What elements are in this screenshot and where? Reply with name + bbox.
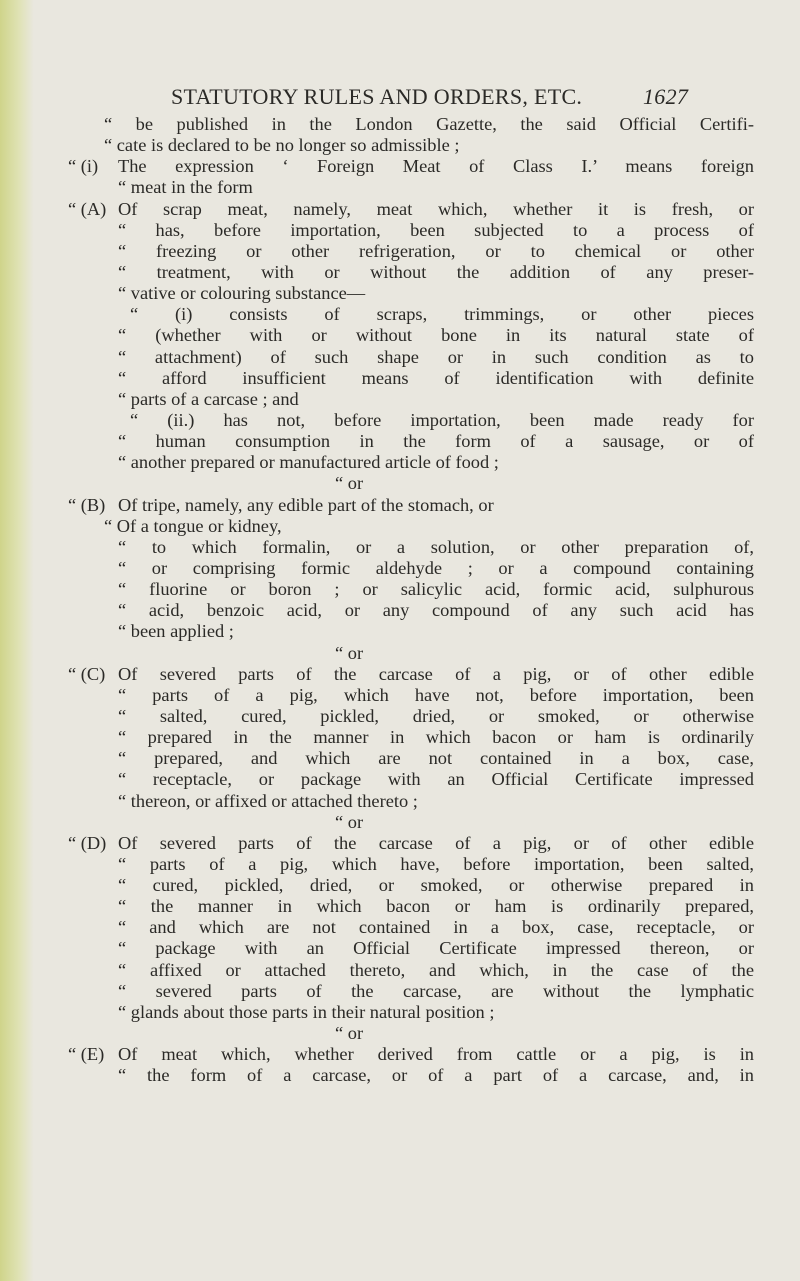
text-line bbox=[68, 431, 758, 452]
line-text: Of severed parts of the carcase of a pig, or of other edible bbox=[118, 663, 754, 684]
line-text: “ glands about those parts in their natural position ; bbox=[118, 1001, 495, 1022]
text-line bbox=[68, 368, 758, 389]
line-text: “ Of a tongue or kidney, bbox=[104, 515, 282, 536]
line-text: “ (whether with or without bone in its natural state of bbox=[118, 325, 754, 346]
line-text: “ severed parts of the carcase, are without the lymphatic bbox=[118, 980, 754, 1001]
line-text: “ or bbox=[335, 1023, 364, 1044]
page-header bbox=[68, 84, 758, 114]
document-page bbox=[68, 84, 758, 1086]
clause-label: “ (i) bbox=[68, 156, 99, 177]
text-line bbox=[68, 875, 758, 896]
line-text: Of meat which, whether derived from cattle or a pig, is in bbox=[118, 1044, 754, 1065]
line-text: “ the manner in which bacon or ham is ordinarily prepared, bbox=[118, 896, 754, 917]
clause-first-line bbox=[68, 199, 758, 220]
text-line bbox=[68, 347, 758, 368]
line-text: “ parts of a carcase ; and bbox=[118, 388, 299, 409]
clause-label: “ (A) bbox=[68, 198, 107, 219]
line-text: “ has, before importation, been subjected to a process of bbox=[118, 219, 754, 240]
text-line bbox=[68, 643, 758, 664]
line-text: “ or bbox=[335, 811, 364, 832]
line-text: “ or bbox=[335, 642, 364, 663]
text-line bbox=[68, 304, 758, 325]
line-text: “ prepared in the manner in which bacon or ham is ordinarily bbox=[118, 727, 754, 748]
page-number: 1627 bbox=[643, 84, 689, 109]
book-binding-edge bbox=[0, 0, 34, 1281]
line-text: “ parts of a pig, which have not, before importation, been bbox=[118, 684, 754, 705]
line-text: “ cured, pickled, dried, or smoked, or otherwise prepared in bbox=[118, 875, 754, 896]
line-text: Of severed parts of the carcase of a pig, or of other edible bbox=[118, 832, 754, 853]
text-line bbox=[68, 938, 758, 959]
text-line bbox=[68, 748, 758, 769]
line-text: “ acid, benzoic acid, or any compound of any such acid has bbox=[118, 600, 754, 621]
clause-label: “ (B) bbox=[68, 494, 106, 515]
text-line bbox=[68, 516, 758, 537]
clause-first-line bbox=[68, 156, 758, 177]
text-line bbox=[68, 114, 758, 135]
text-line bbox=[68, 917, 758, 938]
text-line bbox=[68, 791, 758, 812]
line-text: “ cate is declared to be no longer so admissible ; bbox=[104, 135, 460, 156]
text-line bbox=[68, 706, 758, 727]
line-text: “ parts of a pig, which have, before importation, been salted, bbox=[118, 853, 754, 874]
text-line bbox=[68, 452, 758, 473]
line-text: Of tripe, namely, any edible part of the stomach, or bbox=[118, 494, 494, 515]
line-text: “ receptacle, or package with an Official Certificate impressed bbox=[118, 769, 754, 790]
text-line bbox=[68, 960, 758, 981]
clause-first-line bbox=[68, 1044, 758, 1065]
line-text: Of scrap meat, namely, meat which, whether it is fresh, or bbox=[118, 198, 754, 219]
line-text: “ be published in the London Gazette, the said Official Certifi- bbox=[104, 114, 754, 134]
line-text: “ attachment) of such shape or in such condition as to bbox=[118, 346, 754, 367]
line-text: “ prepared, and which are not contained in a box, case, bbox=[118, 748, 754, 769]
line-text: “ afford insufficient means of identification with definite bbox=[118, 367, 754, 388]
text-line bbox=[68, 896, 758, 917]
line-text: “ another prepared or manufactured article of food ; bbox=[118, 452, 499, 473]
line-text: “ (i) consists of scraps, trimmings, or other pieces bbox=[130, 304, 754, 325]
text-line bbox=[68, 241, 758, 262]
line-text: “ or comprising formic aldehyde ; or a compound containing bbox=[118, 557, 754, 578]
running-head: STATUTORY RULES AND ORDERS, ETC. bbox=[171, 84, 583, 109]
line-text: “ salted, cured, pickled, dried, or smoked, or otherwise bbox=[118, 705, 754, 726]
text-line bbox=[68, 769, 758, 790]
text-line bbox=[68, 981, 758, 1002]
clause-label: “ (D) bbox=[68, 832, 107, 853]
line-text: “ fluorine or boron ; or salicylic acid, formic acid, sulphurous bbox=[118, 579, 754, 600]
text-line bbox=[68, 579, 758, 600]
line-text: “ and which are not contained in a box, case, receptacle, or bbox=[118, 917, 754, 938]
line-text: “ affixed or attached thereto, and which, in the case of the bbox=[118, 959, 754, 980]
line-text: “ thereon, or affixed or attached thereto ; bbox=[118, 790, 418, 811]
line-text: “ or bbox=[335, 473, 364, 494]
line-text: “ treatment, with or without the addition of any preser- bbox=[118, 261, 754, 282]
line-text: The expression ‘ Foreign Meat of Class I.’ means foreign bbox=[118, 156, 754, 177]
line-text: “ human consumption in the form of a sausage, or of bbox=[118, 431, 754, 452]
text-line bbox=[68, 410, 758, 431]
line-text: “ to which formalin, or a solution, or other preparation of, bbox=[118, 536, 754, 557]
text-line bbox=[68, 854, 758, 875]
text-line bbox=[68, 177, 758, 198]
text-line bbox=[68, 600, 758, 621]
text-line bbox=[68, 283, 758, 304]
line-text: “ the form of a carcase, or of a part of a carcase, and, in bbox=[118, 1065, 754, 1086]
text-line bbox=[68, 220, 758, 241]
clause-label: “ (C) bbox=[68, 663, 106, 684]
text-line bbox=[68, 135, 758, 156]
text-line bbox=[68, 685, 758, 706]
body-text bbox=[68, 114, 758, 1086]
text-line bbox=[68, 537, 758, 558]
clause-first-line bbox=[68, 833, 758, 854]
text-line bbox=[68, 262, 758, 283]
clause-first-line bbox=[68, 664, 758, 685]
line-text: “ been applied ; bbox=[118, 621, 234, 642]
clause-label: “ (E) bbox=[68, 1044, 105, 1065]
text-line bbox=[68, 1023, 758, 1044]
text-line bbox=[68, 1065, 758, 1086]
text-line bbox=[68, 1002, 758, 1023]
text-line bbox=[68, 812, 758, 833]
line-text: “ vative or colouring substance— bbox=[118, 283, 366, 304]
text-line bbox=[68, 621, 758, 642]
text-line bbox=[68, 473, 758, 494]
line-text: “ freezing or other refrigeration, or to chemical or other bbox=[118, 240, 754, 261]
line-text: “ package with an Official Certificate impressed thereon, or bbox=[118, 938, 754, 959]
text-line bbox=[68, 558, 758, 579]
line-text: “ meat in the form bbox=[118, 177, 253, 198]
line-text: “ (ii.) has not, before importation, been made ready for bbox=[130, 409, 754, 430]
text-line bbox=[68, 389, 758, 410]
text-line bbox=[68, 727, 758, 748]
clause-first-line bbox=[68, 495, 758, 516]
text-line bbox=[68, 325, 758, 346]
